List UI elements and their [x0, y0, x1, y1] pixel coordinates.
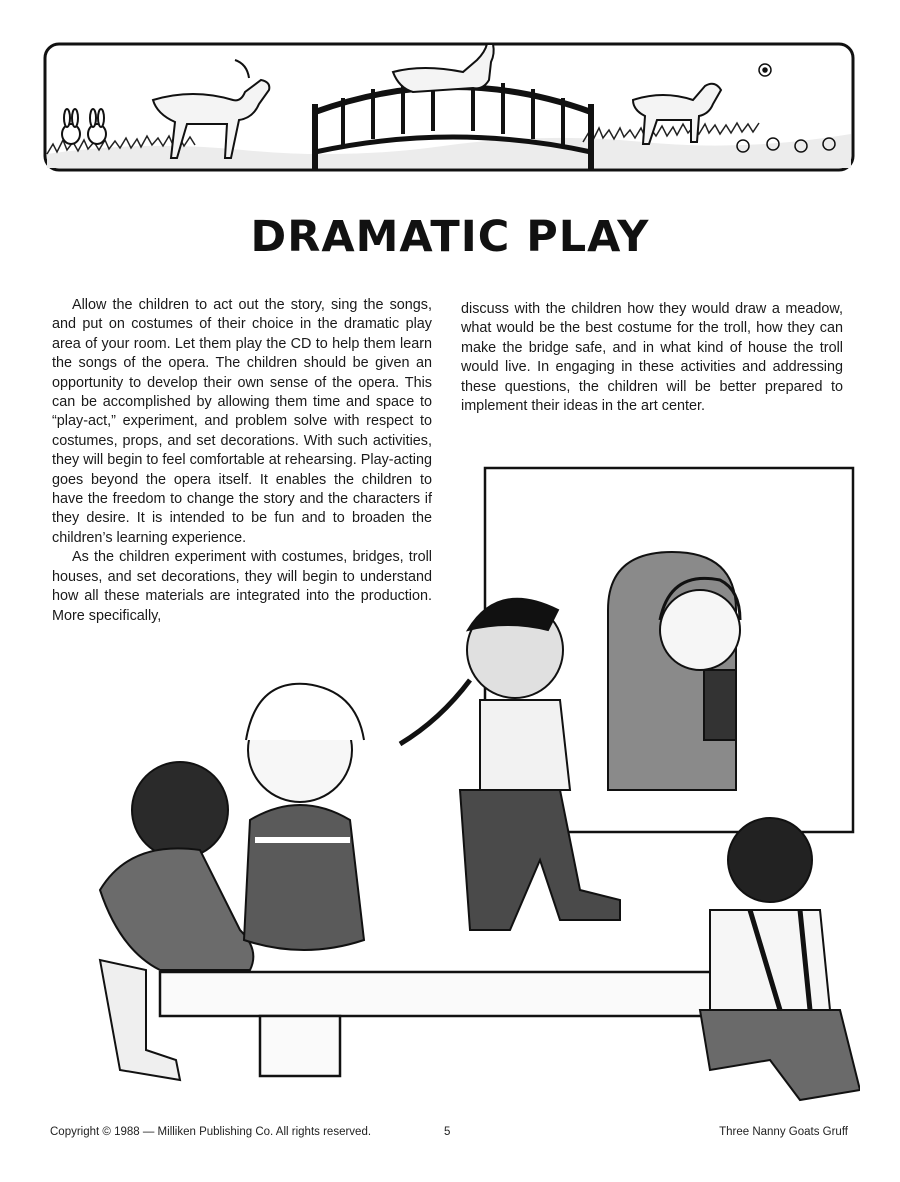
book-title: Three Nanny Goats Gruff: [719, 1126, 848, 1138]
paragraph: Allow the children to act out the story, sing the songs, and put on costumes of their choice in the dramatic play area of your room. Let them play the CD to help them learn the songs of the opera. The children should be given an opportunity to develop their own sense of the opera. This can be accomplished by allowing them time and space to “play-act,” experiment, and problem solve with respect to costumes, props, and set decorations. With such activities, they will begin to feel comfortable at rehearsing. Play-acting goes beyond the opera itself. It enables the children to have the freedom to change the story and the characters if they desire. It is intended to be fun and to broaden the children’s learning experience.: [52, 297, 432, 546]
boy-right: [700, 818, 860, 1100]
goats-bridge-banner-illustration: [43, 42, 855, 172]
copyright-notice: Copyright © 1988 — Milliken Publishing Co. All rights reserved.: [50, 1126, 372, 1138]
page-title: DRAMATIC PLAY: [250, 212, 650, 262]
body-text-right-column: [461, 300, 843, 416]
girl-pigtails: [244, 684, 364, 950]
children-play-acting-illustration: [60, 460, 860, 1110]
paragraph: As the children experiment with costumes, bridges, troll houses, and set decorations, they will begin to understand how all these materials are integrated into the production. More specifically,: [52, 549, 432, 624]
paragraph: discuss with the children how they would draw a meadow, what would be the best costume for the troll, how they can make the bridge safe, and in what kind of house the troll would live. In engaging in these activities and addressing these questions, the children will be better prepared to implement their ideas in the art center.: [461, 301, 843, 415]
boy-left: [100, 762, 253, 1080]
page-number: 5: [444, 1126, 451, 1138]
